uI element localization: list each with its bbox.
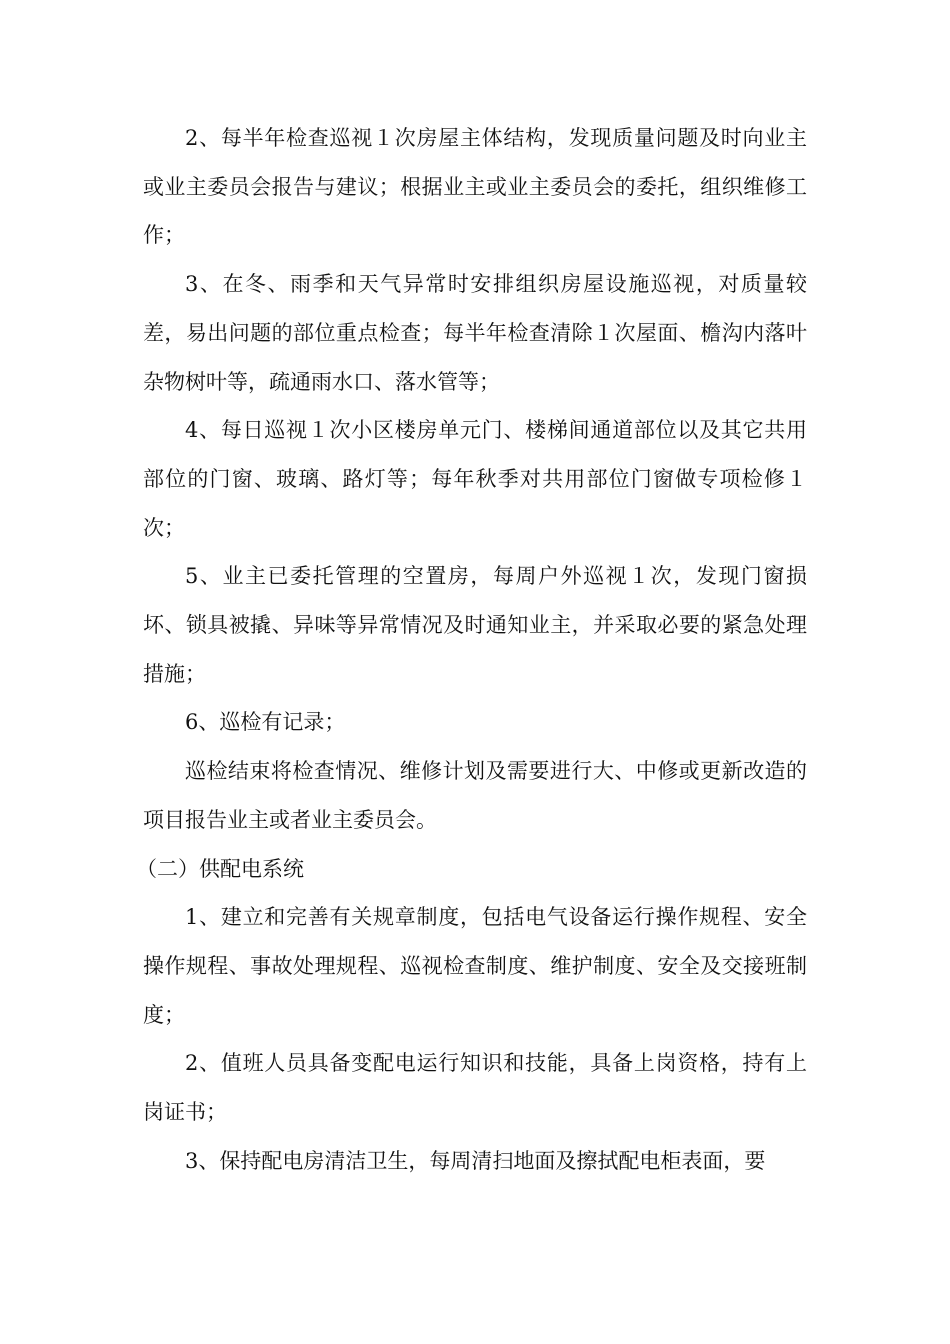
paragraph-vacant-house: 5、业主已委托管理的空置房，每周户外巡视１次，发现门窗损坏、锁具被撬、异味等异常情况及时通知业主，并采取必要的紧急处理措施； bbox=[143, 564, 807, 686]
paragraph-daily-patrol: 4、每日巡视１次小区楼房单元门、楼梯间通道部位以及其它共用部位的门窗、玻璃、路灯等；每年秋季对共用部位门窗做专项检修１次； bbox=[143, 418, 807, 540]
paragraph-house-structure-inspection: 2、每半年检查巡视１次房屋主体结构，发现质量问题及时向业主或业主委员会报告与建议；根据业主或业主委员会的委托，组织维修工作； bbox=[143, 126, 807, 248]
document-body bbox=[136, 114, 807, 1185]
paragraph-rules-regulations: 1、建立和完善有关规章制度，包括电气设备运行操作规程、安全操作规程、事故处理规程、巡视检查制度、维护制度、安全及交接班制度； bbox=[143, 905, 807, 1027]
paragraph-staff-qualification: 2、值班人员具备变配电运行知识和技能，具备上岗资格，持有上岗证书； bbox=[143, 1051, 807, 1125]
paragraph-weather-inspection: 3、在冬、雨季和天气异常时安排组织房屋设施巡视，对质量较差，易出问题的部位重点检查；每半年检查清除１次屋面、檐沟内落叶杂物树叶等，疏通雨水口、落水管等； bbox=[143, 272, 807, 394]
paragraph-inspection-record: 6、巡检有记录； bbox=[185, 710, 346, 735]
paragraph-distribution-room-cleaning: 3、保持配电房清洁卫生，每周清扫地面及擦拭配电柜表面，要 bbox=[185, 1148, 766, 1173]
section-heading-power-supply: （二）供配电系统 bbox=[136, 856, 304, 881]
paragraph-inspection-report: 巡检结束将检查情况、维修计划及需要进行大、中修或更新改造的项目报告业主或者业主委员会。 bbox=[143, 759, 807, 832]
